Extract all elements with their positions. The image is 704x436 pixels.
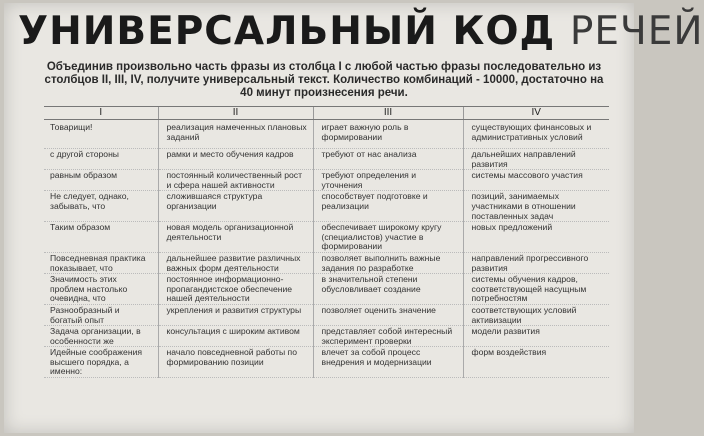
table-cell: модели развития bbox=[463, 326, 609, 347]
table-row bbox=[44, 274, 609, 305]
table-cell: Таким образом bbox=[44, 222, 158, 253]
title-light: РЕЧЕЙ bbox=[569, 9, 704, 54]
table-cell: дальнейшее развитие различных важных форм деятельности bbox=[158, 252, 313, 273]
table-cell: Значимость этих проблем настолько очевидна, что bbox=[44, 274, 158, 305]
table-cell: способствует подготовке и реализации bbox=[313, 191, 463, 222]
table-row bbox=[44, 120, 609, 149]
table-row bbox=[44, 304, 609, 325]
table-cell: новых предложений bbox=[463, 222, 609, 253]
title-bold: УНИВЕРСАЛЬНЫЙ КОД bbox=[18, 9, 556, 54]
table-cell: Задача организации, в особенности же bbox=[44, 326, 158, 347]
table-cell: обеспечивает широкому кругу (специалистов) участие в формировании bbox=[313, 222, 463, 253]
table-row bbox=[44, 149, 609, 170]
table-cell: позволяет выполнить важные задания по разработке bbox=[313, 252, 463, 273]
column-header-1: I bbox=[44, 107, 158, 120]
table-cell: сложившаяся структура организации bbox=[158, 191, 313, 222]
table-row bbox=[44, 170, 609, 191]
table-cell: новая модель организационной деятельности bbox=[158, 222, 313, 253]
table-cell: форм воздействия bbox=[463, 347, 609, 378]
table-row bbox=[44, 222, 609, 253]
table-cell: укрепления и развития структуры bbox=[158, 304, 313, 325]
table-cell: Товарищи! bbox=[44, 120, 158, 149]
table-row bbox=[44, 191, 609, 222]
column-header-2: II bbox=[158, 107, 313, 120]
table-row bbox=[44, 347, 609, 378]
table-cell: реализация намеченных плановых заданий bbox=[158, 120, 313, 149]
table-cell: позволяет оценить значение bbox=[313, 304, 463, 325]
table-cell: дальнейших направлений развития bbox=[463, 149, 609, 170]
table-cell: консультация с широким активом bbox=[158, 326, 313, 347]
table-cell: влечет за собой процесс внедрения и модернизации bbox=[313, 347, 463, 378]
table-cell: постоянное информационно-пропагандистское обеспечение нашей деятельности bbox=[158, 274, 313, 305]
table-cell: системы обучения кадров, соответствующей насущным потребностям bbox=[463, 274, 609, 305]
table-cell: требуют от нас анализа bbox=[313, 149, 463, 170]
table-cell: начало повседневной работы по формированию позиции bbox=[158, 347, 313, 378]
table-cell: постоянный количественный рост и сфера нашей активности bbox=[158, 170, 313, 191]
column-header-4: IV bbox=[463, 107, 609, 120]
table-cell: существующих финансовых и административных условий bbox=[463, 120, 609, 149]
table-cell: Повседневная практика показывает, что bbox=[44, 252, 158, 273]
table-cell: в значительной степени обусловливает создание bbox=[313, 274, 463, 305]
table-cell: рамки и место обучения кадров bbox=[158, 149, 313, 170]
phrase-table bbox=[44, 106, 609, 378]
table-cell: соответствующих условий активизации bbox=[463, 304, 609, 325]
table-cell: Идейные соображения высшего порядка, а именно: bbox=[44, 347, 158, 378]
table-cell: равным образом bbox=[44, 170, 158, 191]
table-row bbox=[44, 326, 609, 347]
table-row bbox=[44, 252, 609, 273]
table-cell: позиций, занимаемых участниками в отношении поставленных задач bbox=[463, 191, 609, 222]
table-cell: направлений прогрессивного развития bbox=[463, 252, 609, 273]
table-cell: с другой стороны bbox=[44, 149, 158, 170]
newspaper-clipping bbox=[4, 3, 704, 433]
intro-text: Объединив произвольно часть фразы из столбца I с любой частью фразы последовательно из столбцов II, III, IV, получите универсальный текст. Количество комбинаций - 10000, достаточно на 40 минут произнесения речи. bbox=[44, 61, 604, 99]
table-cell: Разнообразный и богатый опыт bbox=[44, 304, 158, 325]
table-cell: Не следует, однако, забывать, что bbox=[44, 191, 158, 222]
column-header-3: III bbox=[313, 107, 463, 120]
column-header-row bbox=[44, 107, 609, 120]
table-cell: представляет собой интересный эксперимент проверки bbox=[313, 326, 463, 347]
table-cell: системы массового участия bbox=[463, 170, 609, 191]
page-title bbox=[18, 9, 704, 54]
table-cell: играет важную роль в формировании bbox=[313, 120, 463, 149]
table-cell: требуют определения и уточнения bbox=[313, 170, 463, 191]
